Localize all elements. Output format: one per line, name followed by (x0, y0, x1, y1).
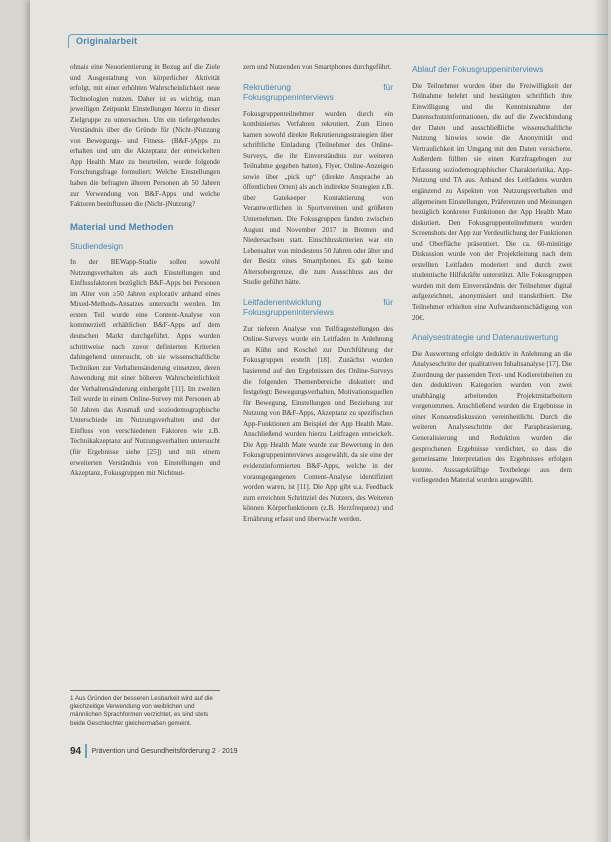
column-2 (243, 62, 393, 524)
recruitment-paragraph: Fokusgruppenteilnehmer wurden durch ein kombiniertes Verfahren rekrutiert. Zum Einen kamen sowohl direkte Rekrutierungsstrategien über schriftliche Einladung (Teilnehmer des Online-Surveys, die ihr Einverständnis zur weiteren Teilnahme gegeben hatten), Flyer, Online-Anzeigen sowie über „pick up“ (direkte Ansprache an öffentlichen Orten) als auch indirekte Strategien z.B. über Gatekeeper Kontaktierung von Verantwortlichen in Sportvereinen und größeren Unternehmen. Die Fokusgruppen fanden zwischen August und November 2017 in Bremen und Niedersachsen statt. Einschlusskriterien war ein Lebensalter von mindestens 50 Jahren oder älter und der Besitz eines Smartphones. Es gab keine Altersobergrenze, die zum Ausschluss aus der Studie geführt hätte. (243, 109, 393, 287)
journal-page (30, 0, 608, 842)
header-rule (68, 34, 608, 48)
heading-methods: Material und Methoden (70, 221, 174, 233)
footnote (70, 690, 220, 728)
column-3 (412, 62, 572, 486)
procedure-paragraph: Die Teilnehmer wurden über die Freiwilligkeit der Teilnahme belehrt und bestätigten schriftlich ihre Einwilligung und die Kenntnisnahme der Datenschutzinformationen, die auf die Zweckbindung der Daten und ausschließliche wissenschaftliche Nutzung hinwies sowie die Anonymität und Vertraulichkeit im Umgang mit den Daten versicherte. Außerdem füllten sie einen Kurzfragebogen zur Erfassung soziodemographischer Charakteristika, App-Nutzung und TA aus. Anhand des Leitfadens wurden ergänzend zu Aspekten von Nutzungsverhalten und allgemeinen Einstellungen, Präferenzen und Meinungen bezüglich konkreter Funktionen der App Health Mate diskutiert. Den Fokusgruppenteilnehmern wurden Screenshots der App zur Verdeutlichung der Funktionen und Oberfläche präsentiert. Die ca. 60-minütige Diskussion wurde von der Projektleitung nach dem erstellten Leitfaden moderiert und durch zwei studentische Hilfskräfte unterstützt. Alle Fokusgruppen wurden mit dem Einverständnis der Teilnehmer digital aufgezeichnet, anonymisiert und transkribiert. Die Teilnehmer erhielten eine Aufwandsentschädigung von 20€. (412, 81, 572, 322)
guide-paragraph: Zur tieferen Analyse von Teilfragestellungen des Online-Surveys wurde ein Leitfaden in Anlehnung an Kühn und Koschel zur Durchführung der Fokusgruppen erstellt [18]. Zunächst wurden basierend auf den Ergebnissen des Online-Surveys die folgenden Themenbereiche diskutiert und festgelegt: Bewegungsverhalten, Motivationsquellen für Bewegung, Einstellungen und Beziehung zur Nutzung von B&F-Apps, Akzeptanz zu spezifischen App-Funktionen am Beispiel der App Health Mate. Anschließend wurden hierzu Leitfragen entwickelt. Die App Health Mate wurde zur Bewertung in den Fokusgruppeninterviews ausgewählt, da sie eine der evidenzinformierten B&F-Apps, welche in der vorausgegangenen Content-Analyse identifiziert worden waren, ist [11]. Die App gibt u.a. Feedback zum erreichten Schrittziel des Nutzers, des Weiteren können Körperfunktionen (z.B. Herzfrequenz) und Ernährung erfasst und überwacht werden. (243, 324, 393, 523)
section-label: Originalarbeit (76, 36, 138, 46)
analysis-paragraph: Die Auswertung erfolgte deduktiv in Anlehnung an die Analyseschritte der qualitativen Inhaltsanalyse [17]. Die Zuordnung der passenden Text- und Kodiereinheiten zu den deduktiven Kategorien wurden von zwei unabhängig arbeitenden Projektmitarbeitern vorgenommen. Anschließend wurden die Ergebnisse in einer Konsensdiskussion vereinheitlicht. Durch die weiteren Analyseschritte der Paraphrasierung, Generalisierung und Reduktion wurden die gesprochenen Ergebnisse verdichtet, so dass die gemeinsame Interpretation des Ergebnisses erfolgen konnte. Aussagekräftige Textbelege aus dem vorliegenden Material wurden ausgewählt. (412, 349, 572, 485)
heading-guide-development: Leitfadenentwicklung für Fokusgruppeninterviews (243, 296, 393, 318)
heading-recruitment: Rekrutierung für Fokusgruppeninterviews (243, 81, 393, 103)
journal-citation: Prävention und Gesundheitsförderung 2 · 2019 (91, 747, 238, 755)
study-design-paragraph: In der BEWapp-Studie sollen sowohl Nutzungsverhalten als auch Einstellungen und Einflussfaktoren bezüglich B&F-Apps bei Personen im Alter von ≥50 Jahren explorativ anhand eines Mixed-Methods-Ansatzes untersucht werden. Im ersten Teil wurde eine Content-Analyse von kommerziell erhältlichen B&F-Apps auf dem deutschen Markt durchgeführt. Apps wurden schrittweise nach zuvor definierten Kriterien dahingehend untersucht, ob sie wissenschaftliche Techniken zur Verhaltensänderung einsetzen, deren Anwendung mit einer höheren Wahrscheinlichkeit der Verhaltensänderung einhergeht [11]. Im zweiten Teil wurde in einem Online-Survey mit Personen ab 50 Jahren das Ausmaß und soziodemographische Unterschiede im Nutzungsverhalten und der Einfluss von verschiedenen Faktoren wie z.B. Technikakzeptanz auf Nutzungsverhalten untersucht (für Ergebnisse siehe [25]) und mit einem erweiterten Verständnis von Einstellungen und Akzeptanz, Fokusgruppen mit Nichtnut- (70, 258, 220, 478)
footnote-marker: 1 (70, 695, 74, 702)
intro-paragraph: ohnais eine Neuorientierung in Bezug auf die Ziele und Ausgestaltung von körperlicher Aktivität erfolgt, mit einer erhöhten Wahrscheinlichkeit neue Technologien nutzen. Daher ist es wichtig, man jeweiligen Zeitpunkt Einstellungen hierzu in dieser Zielgruppe zu untersuchen. Um ein tiefergehendes Verständnis über die Gründe für (Nicht-)Nutzung von Bewegungs- und Fitness- (B&F-)Apps zu erhalten und um die Akzeptanz der entwickelten App Health Mate zu beurteilen, wurde folgende Forschungsfrage formuliert: Welche Einstellungen haben die befragten älteren Personen ab 50 Jahren zur Verwendung von B&F-Apps und welche Faktoren beeinflussen die (Nicht-)Nutzung? (70, 63, 220, 209)
heading-analysis: Analysestrategie und Datenauswertung (412, 332, 559, 343)
heading-procedure: Ablauf der Fokusgruppeninterviews (412, 64, 544, 74)
page-number: 94 (70, 745, 82, 757)
heading-study-design: Studiendesign (70, 240, 124, 251)
footnote-text: Aus Gründen der besseren Lesbarkeit wird auf die gleichzeitige Verwendung von weiblichen und männlichen Sprachformen verzichtet, es sind stets beide Geschlechter gleichermaßen gemeint. (70, 695, 213, 727)
continuation-paragraph: zern und Nutzenden von Smartphones durchgeführt. (243, 63, 392, 71)
column-1 (70, 62, 220, 479)
footer-divider (85, 744, 87, 758)
page-footer (70, 744, 238, 758)
